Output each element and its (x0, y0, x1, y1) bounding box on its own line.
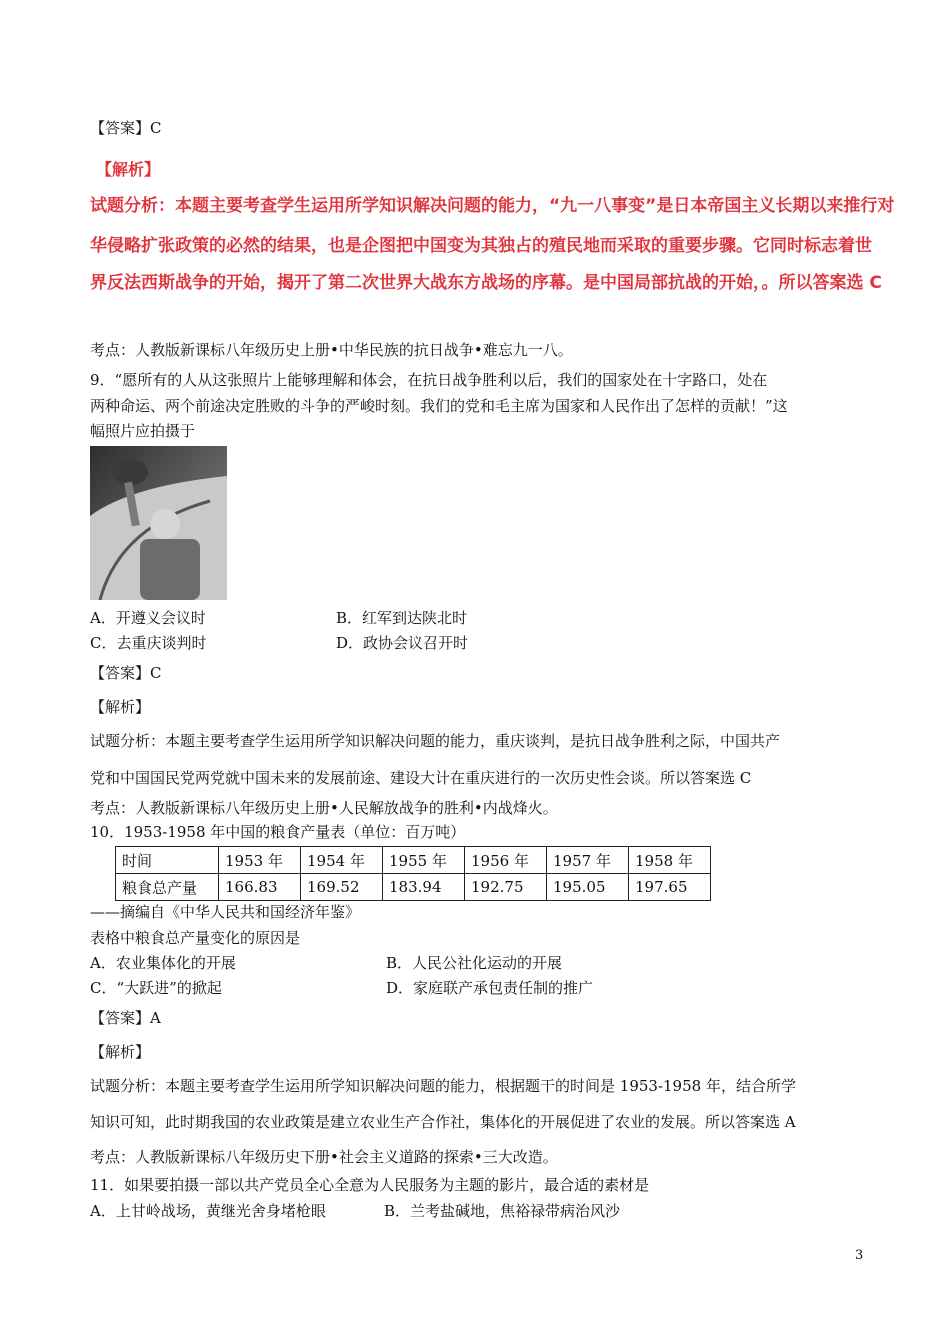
q11-stem: 11．如果要拍摄一部以共产党员全心全意为人民服务为主题的影片，最合适的素材是 (90, 1176, 650, 1194)
q8-analysis-heading: 【解析】 (96, 160, 161, 179)
table-cell: 169.52 (301, 874, 383, 901)
q8-analysis-line-2: 华侵略扩张政策的必然的结果，也是企图把中国变为其独占的殖民地而采取的重要步骤。它同时标志着世 (90, 236, 872, 256)
table-cell: 1955 年 (383, 847, 465, 874)
q9-answer: 【答案】C (90, 664, 162, 682)
q9-option-c: C．去重庆谈判时 (90, 634, 207, 652)
grain-production-table (115, 846, 711, 901)
table-header-row (116, 847, 711, 874)
table-row (116, 874, 711, 901)
q10-analysis-heading: 【解析】 (90, 1043, 151, 1061)
q10-stem: 10．1953-1958 年中国的粮食产量表（单位：百万吨） (90, 823, 466, 841)
q9-stem-line-3: 幅照片应拍摄于 (90, 422, 196, 440)
q9-option-a: A．开遵义会议时 (90, 609, 206, 627)
table-cell: 197.65 (629, 874, 711, 901)
q10-question: 表格中粮食总产量变化的原因是 (90, 929, 301, 947)
q10-answer: 【答案】A (90, 1009, 161, 1027)
q11-option-b: B．兰考盐碱地，焦裕禄带病治风沙 (384, 1202, 621, 1220)
table-cell: 1957 年 (547, 847, 629, 874)
table-cell: 时间 (116, 847, 219, 874)
q10-option-d: D．家庭联产承包责任制的推广 (386, 979, 594, 997)
q10-kaodian: 考点：人教版新课标八年级历史下册•社会主义道路的探索•三大改造。 (90, 1148, 558, 1166)
q8-kaodian: 考点：人教版新课标八年级历史上册•中华民族的抗日战争•难忘九一八。 (90, 341, 573, 359)
q9-analysis-heading: 【解析】 (90, 698, 151, 716)
photo-illustration (90, 446, 227, 600)
q8-answer: 【答案】C (90, 119, 162, 137)
table-cell: 1958 年 (629, 847, 711, 874)
q8-analysis-line-3: 界反法西斯战争的开始，揭开了第二次世界大战东方战场的序幕。是中国局部抗战的开始，。所以答案选 C (90, 273, 882, 293)
q10-analysis-line-2: 知识可知，此时期我国的农业政策是建立农业生产合作社，集体化的开展促进了农业的发展。所以答案选 A (90, 1113, 796, 1131)
table-cell: 183.94 (383, 874, 465, 901)
q8-analysis-line-1: 试题分析：本题主要考查学生运用所学知识解决问题的能力，“九一八事变”是日本帝国主义长期以来推行对 (90, 196, 895, 216)
q10-source: ——摘编自《中华人民共和国经济年鉴》 (90, 903, 361, 921)
q10-analysis-line-1: 试题分析：本题主要考查学生运用所学知识解决问题的能力，根据题干的时间是 1953-1958 年，结合所学 (90, 1077, 796, 1095)
table-cell: 1954 年 (301, 847, 383, 874)
table-cell: 192.75 (465, 874, 547, 901)
table-cell: 195.05 (547, 874, 629, 901)
q10-option-c: C．“大跃进”的掀起 (90, 979, 222, 997)
historical-photo (90, 446, 227, 600)
q9-option-d: D．政协会议召开时 (336, 634, 469, 652)
table-cell: 1956 年 (465, 847, 547, 874)
page-number: 3 (855, 1248, 864, 1263)
q9-option-b: B．红军到达陕北时 (336, 609, 468, 627)
q10-option-a: A．农业集体化的开展 (90, 954, 236, 972)
q9-stem-line-2: 两种命运、两个前途决定胜败的斗争的严峻时刻。我们的党和毛主席为国家和人民作出了怎样的贡献！”这 (90, 397, 788, 415)
table-cell: 1953 年 (219, 847, 301, 874)
table-cell: 166.83 (219, 874, 301, 901)
q9-kaodian: 考点：人教版新课标八年级历史上册•人民解放战争的胜利•内战烽火。 (90, 799, 558, 817)
q9-analysis-line-2: 党和中国国民党两党就中国未来的发展前途、建设大计在重庆进行的一次历史性会谈。所以答案选 C (90, 769, 752, 787)
q9-stem-line-1: 9．“愿所有的人从这张照片上能够理解和体会，在抗日战争胜利以后，我们的国家处在十字路口，处在 (90, 371, 768, 389)
table-cell: 粮食总产量 (116, 874, 219, 901)
q9-analysis-line-1: 试题分析：本题主要考查学生运用所学知识解决问题的能力，重庆谈判，是抗日战争胜利之际，中国共产 (90, 732, 781, 750)
q10-option-b: B．人民公社化运动的开展 (386, 954, 563, 972)
q11-option-a: A．上甘岭战场，黄继光舍身堵枪眼 (90, 1202, 326, 1220)
